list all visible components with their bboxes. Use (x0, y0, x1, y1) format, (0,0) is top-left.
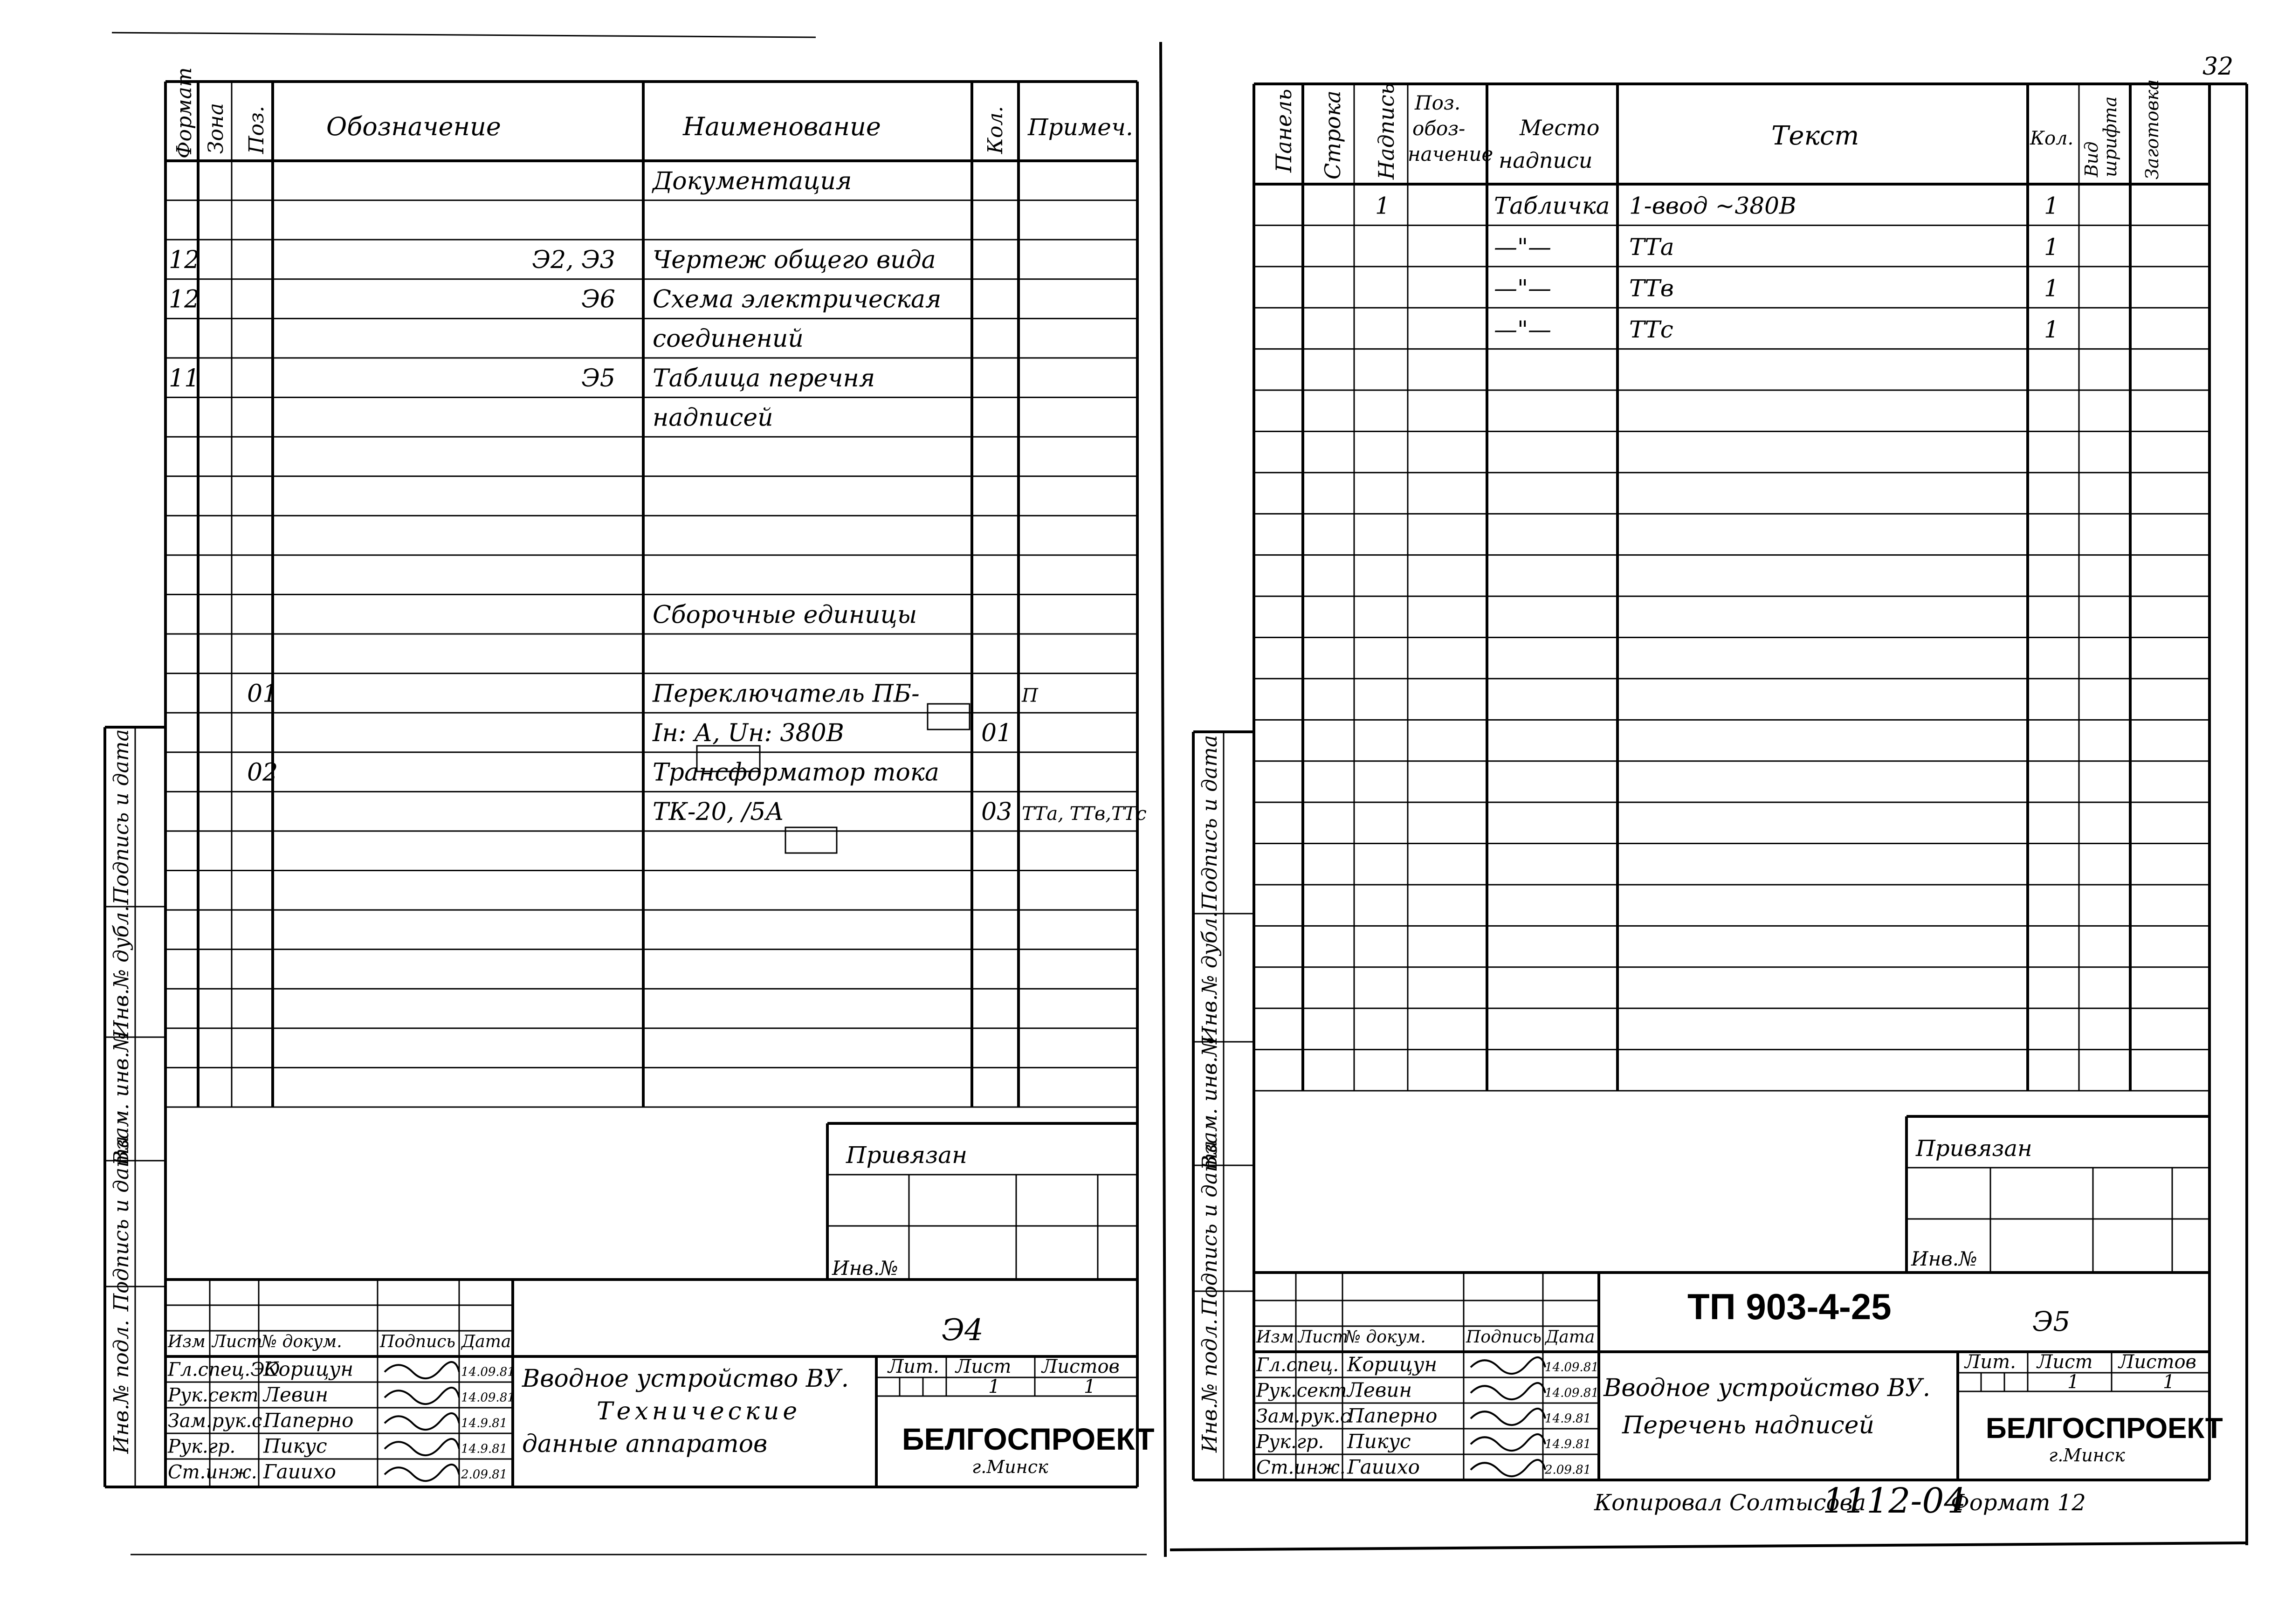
spec-note-cell: П (1022, 685, 1038, 707)
header-designation: Обозначение (326, 112, 501, 141)
lit-label: Лит. (888, 1356, 939, 1377)
row-qty-cell: 1 (2044, 234, 2059, 261)
sheet-divider (1161, 42, 1165, 1557)
org-name: БЕЛГОСПРОЕКТ (1986, 1412, 2223, 1445)
row-place-cell: Табличка (1494, 192, 1610, 220)
header-zagot: Заготовка (2142, 79, 2162, 179)
header-text: Текст (1771, 121, 1859, 151)
person-date: 2.09.81 (1545, 1463, 1591, 1477)
person-role: Зам.рук.с (168, 1410, 262, 1432)
handwritten-signature (1471, 1460, 1545, 1476)
spec-name-cell: Схема электрическая (653, 285, 942, 314)
side-label: Подпись и дата (1198, 735, 1222, 911)
doc-code: ТП 903-4-25 (1687, 1286, 1892, 1327)
spec-qty-cell: 03 (981, 798, 1012, 826)
lit-label: Лит. (1965, 1351, 2016, 1373)
row-text-cell: 1-ввод ~380В (1629, 192, 1796, 220)
row-text-cell: ТТс (1629, 316, 1673, 343)
spec-pos-cell: 02 (247, 758, 278, 787)
spec-qty-cell: 01 (981, 719, 1012, 748)
person-name: Паперно (1347, 1404, 1438, 1427)
side-label: Подпись и дата (110, 1135, 133, 1312)
left-sheet (105, 67, 1155, 1487)
top-edge-line (112, 33, 816, 37)
title-line-1: Вводное устройство ВУ. (522, 1365, 849, 1393)
spec-name-cell: Трансформатор тока (653, 758, 939, 787)
bottom-edge-right (1170, 1543, 2247, 1550)
inv-no-label: Инв.№ (832, 1257, 898, 1280)
spec-designation-cell: Э2, Э3 (532, 246, 615, 275)
stamp-header-cell: № докум. (261, 1332, 342, 1351)
spec-name-cell: Сборочные единицы (653, 601, 917, 629)
handwritten-signature (1471, 1409, 1545, 1425)
row-place-cell: —"— (1494, 275, 1551, 302)
person-date: 14.9.81 (461, 1416, 508, 1431)
row-text-cell: ТТв (1629, 275, 1674, 302)
person-date: 2.09.81 (461, 1467, 508, 1482)
spec-name-cell: Документация (653, 167, 852, 195)
title-line-2: Технические (597, 1397, 801, 1425)
side-label: Подпись и дата (1198, 1140, 1222, 1316)
person-date: 14.09.81 (1545, 1386, 1599, 1400)
header-pos: Поз. (245, 106, 268, 154)
stamp-header-cell: Лист (212, 1332, 262, 1351)
spec-name-cell: надписей (653, 404, 773, 432)
spec-designation-cell: Э6 (581, 285, 615, 314)
person-role: Рук.сект (168, 1384, 259, 1406)
row-place-cell: —"— (1494, 234, 1551, 261)
side-label: Инв.№ дубл. (1198, 911, 1222, 1044)
list-label: Лист (2037, 1351, 2093, 1373)
person-date: 14.09.81 (461, 1365, 515, 1379)
org-name: БЕЛГОСПРОЕКТ (902, 1422, 1155, 1456)
row-qty-cell: 1 (2044, 316, 2059, 343)
person-date: 14.09.81 (461, 1390, 515, 1405)
stamp-header-cell: Подпись (380, 1332, 456, 1351)
stamp-header-cell: Дата (1545, 1328, 1595, 1347)
spec-name-cell: соединений (653, 325, 804, 353)
spec-name-cell: ТК-20, /5А (653, 798, 784, 826)
row-qty-cell: 1 (2044, 275, 2059, 302)
stamp-header-cell: Изм (168, 1332, 206, 1351)
person-role: Рук.гр. (1256, 1431, 1324, 1453)
side-label: Взам. инв.№ (1198, 1037, 1222, 1170)
handwritten-signature (1471, 1383, 1545, 1399)
listov-value: 1 (1084, 1376, 1096, 1397)
header-note: Примеч. (1028, 114, 1133, 141)
spec-designation-cell: Э5 (581, 364, 615, 392)
listov-label: Листов (1042, 1356, 1120, 1377)
right-sheet (1193, 53, 2247, 1521)
privyazan-label: Привязан (1916, 1135, 2032, 1162)
listov-value: 1 (2163, 1371, 2175, 1393)
side-label: Инв.№ дубл. (110, 905, 133, 1039)
row-place-cell: —"— (1494, 316, 1551, 343)
org-city: г.Минск (2049, 1445, 2125, 1466)
header-pos: Поз. обоз-начение (1408, 91, 1494, 165)
handwritten-signature (385, 1413, 459, 1430)
person-role: Ст.инж. (168, 1461, 257, 1483)
person-name: Гаиихо (263, 1460, 336, 1483)
privyazan-label: Привязан (846, 1142, 968, 1169)
person-name: Корицун (263, 1357, 354, 1381)
header-qty: Кол. (2030, 128, 2074, 149)
side-label: Взам. инв.№ (110, 1032, 133, 1166)
person-name: Гаиихо (1347, 1455, 1420, 1479)
inv-no-label: Инв.№ (1911, 1247, 1977, 1270)
header-qty: Кол. (984, 106, 1007, 154)
person-date: 14.9.81 (1545, 1437, 1591, 1452)
person-date: 14.9.81 (1545, 1411, 1591, 1426)
stamp-header-cell: № докум. (1345, 1328, 1426, 1347)
stamp-header-cell: Дата (461, 1332, 511, 1351)
handwritten-signature (1471, 1357, 1545, 1374)
title-line-3: данные аппаратов (522, 1430, 768, 1458)
listov-label: Листов (2119, 1351, 2196, 1373)
spec-name-cell: Переключатель ПБ- (653, 680, 920, 708)
spec-name-cell: Чертеж общего вида (653, 246, 936, 275)
person-role: Зам.рук.с (1256, 1405, 1351, 1427)
spec-format-cell: 12 (169, 285, 200, 314)
footer-format: Формат 12 (1951, 1490, 2086, 1516)
row-text-cell: ТТа (1629, 234, 1674, 261)
person-date: 14.09.81 (1545, 1360, 1599, 1375)
title-line-2: Перечень надписей (1622, 1411, 1874, 1439)
spec-note-cell: ТТа, ТТв,ТТс (1022, 803, 1147, 825)
person-role: Рук.гр. (168, 1436, 236, 1458)
header-format: Формат (172, 67, 196, 158)
footer-copied: Копировал Солтысова (1594, 1490, 1866, 1516)
list-value: 1 (988, 1376, 1000, 1397)
person-name: Корицун (1347, 1353, 1438, 1376)
blank-box-pb (928, 704, 970, 729)
header-panel: Панель (1271, 89, 1296, 172)
org-city: г.Минск (972, 1457, 1048, 1477)
sheet-code: Э5 (2032, 1306, 2071, 1337)
header-zone: Зона (204, 103, 228, 154)
person-name: Паперно (263, 1409, 354, 1432)
header-shrift: Видшрифта (2081, 96, 2120, 177)
sheet-code: Э4 (942, 1313, 984, 1348)
person-name: Левин (1347, 1378, 1412, 1402)
stamp-header-cell: Лист (1298, 1328, 1349, 1347)
page-number: 32 (2202, 53, 2234, 81)
footer-code: 1112-04 (1823, 1481, 1966, 1521)
stamp-header-cell: Изм (1256, 1328, 1294, 1347)
stamp-header-cell: Подпись (1466, 1328, 1542, 1347)
handwritten-signature (385, 1465, 459, 1481)
handwritten-signature (385, 1362, 459, 1378)
header-nadpis: Надпись (1374, 83, 1399, 179)
list-label: Лист (956, 1356, 1012, 1377)
spec-name-cell: Таблица перечня (653, 364, 875, 392)
person-date: 14.9.81 (461, 1442, 508, 1456)
person-role: Гл.спец.ЭО (168, 1359, 280, 1381)
side-label: Инв.№ подл. (1198, 1318, 1222, 1453)
handwritten-signature (385, 1439, 459, 1455)
title-line-1: Вводное устройство ВУ. (1604, 1374, 1931, 1402)
person-name: Пикус (1347, 1430, 1411, 1453)
header-place: Место надписи (1499, 115, 1600, 173)
person-role: Гл.спец. (1256, 1354, 1339, 1376)
spec-name-cell: Iн: А, Uн: 380В (653, 719, 844, 748)
side-label: Инв.№ подл. (110, 1320, 133, 1454)
handwritten-signature (385, 1388, 459, 1404)
row-qty-cell: 1 (2044, 192, 2059, 220)
list-value: 1 (2067, 1371, 2079, 1393)
side-label: Подпись и дата (110, 729, 133, 905)
spec-format-cell: 12 (169, 246, 200, 275)
person-role: Рук.сект (1256, 1380, 1347, 1402)
handwritten-signature (1471, 1434, 1545, 1451)
header-stroka: Строка (1320, 90, 1345, 179)
spec-format-cell: 11 (169, 364, 200, 392)
person-role: Ст.инж. (1256, 1457, 1346, 1479)
row-nadpis-cell: 1 (1375, 192, 1390, 220)
person-name: Пикус (263, 1434, 327, 1458)
header-name: Наименование (683, 112, 881, 141)
spec-pos-cell: 01 (247, 680, 278, 708)
person-name: Левин (263, 1383, 329, 1406)
